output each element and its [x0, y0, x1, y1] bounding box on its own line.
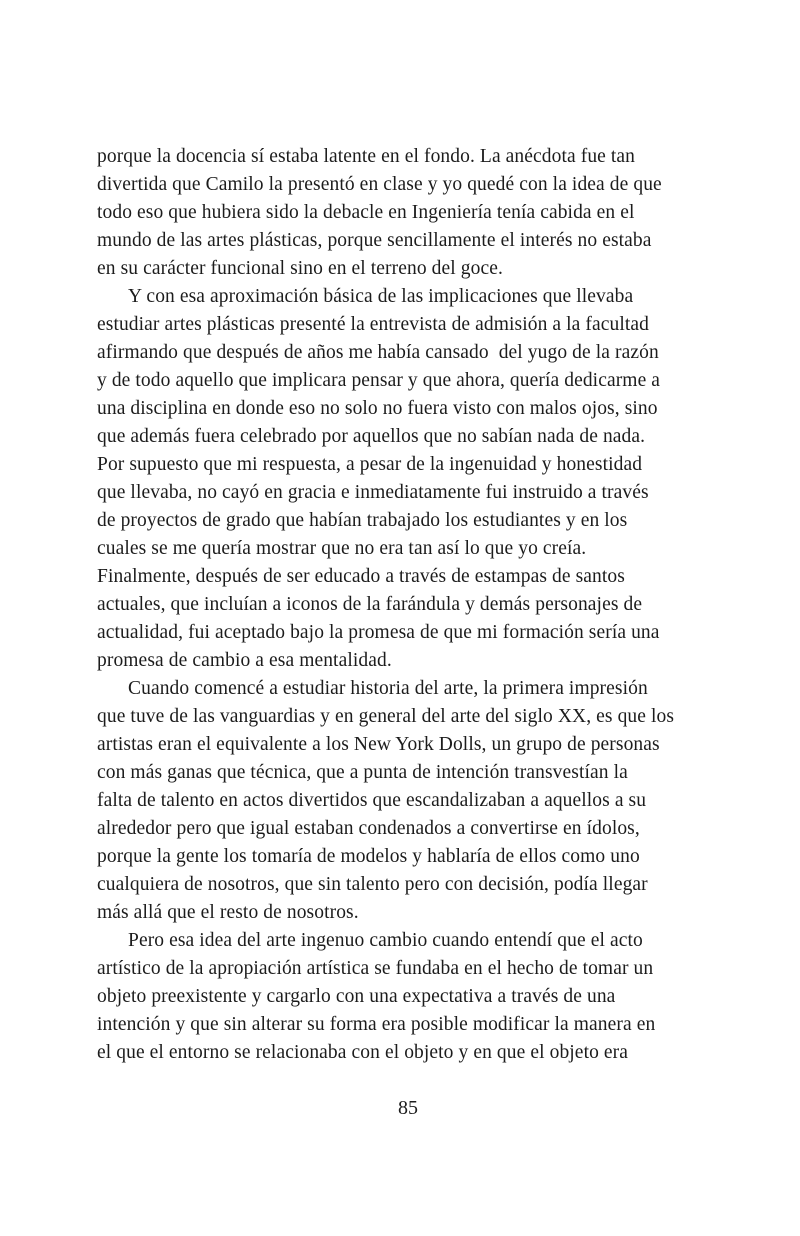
text-line: artístico de la apropiación artística se fundaba en el hecho de tomar un	[97, 958, 654, 979]
text-line: falta de talento en actos divertidos que escandalizaban a aquellos a su	[97, 790, 647, 811]
text-line: el que el entorno se relacionaba con el objeto y en que el objeto era	[97, 1042, 629, 1063]
text-line: porque la gente los tomaría de modelos y hablaría de ellos como uno	[97, 846, 640, 867]
text-line: artistas eran el equivalente a los New York Dolls, un grupo de personas	[97, 734, 660, 755]
text-line: Y con esa aproximación básica de las implicaciones que llevaba	[128, 286, 634, 307]
text-line: en su carácter funcional sino en el terreno del goce.	[97, 258, 503, 279]
text-line: cualquiera de nosotros, que sin talento pero con decisión, podía llegar	[97, 874, 648, 895]
text-line: objeto preexistente y cargarlo con una expectativa a través de una	[97, 986, 616, 1007]
text-line: cuales se me quería mostrar que no era tan así lo que yo creía.	[97, 538, 587, 559]
text-line: una disciplina en donde eso no solo no fuera visto con malos ojos, sino	[97, 398, 658, 419]
text-line: más allá que el resto de nosotros.	[97, 902, 359, 923]
text-line: Por supuesto que mi respuesta, a pesar de la ingenuidad y honestidad	[97, 454, 643, 475]
text-line: que tuve de las vanguardias y en general del arte del siglo XX, es que los	[97, 706, 675, 727]
text-line: promesa de cambio a esa mentalidad.	[97, 650, 392, 671]
paragraph	[97, 143, 719, 283]
text-block	[97, 143, 719, 1067]
text-line: con más ganas que técnica, que a punta de intención transvestían la	[97, 762, 628, 783]
paragraph	[97, 675, 719, 927]
text-line: de proyectos de grado que habían trabajado los estudiantes y en los	[97, 510, 628, 531]
text-line: que llevaba, no cayó en gracia e inmediatamente fui instruido a través	[97, 482, 649, 503]
text-line: todo eso que hubiera sido la debacle en Ingeniería tenía cabida en el	[97, 202, 635, 223]
text-line: porque la docencia sí estaba latente en el fondo. La anécdota fue tan	[97, 146, 636, 167]
paragraph	[97, 283, 719, 675]
text-line: divertida que Camilo la presentó en clase y yo quedé con la idea de que	[97, 174, 662, 195]
text-line: estudiar artes plásticas presenté la entrevista de admisión a la facultad	[97, 314, 649, 335]
text-line: mundo de las artes plásticas, porque sencillamente el interés no estaba	[97, 230, 652, 251]
text-line: y de todo aquello que implicara pensar y que ahora, quería dedicarme a	[97, 370, 661, 391]
paragraph	[97, 927, 719, 1067]
text-line: Finalmente, después de ser educado a través de estampas de santos	[97, 566, 625, 587]
text-line: actuales, que incluían a iconos de la farándula y demás personajes de	[97, 594, 643, 615]
text-line: intención y que sin alterar su forma era posible modificar la manera en	[97, 1014, 656, 1035]
page-number: 85	[398, 1097, 418, 1119]
text-line: afirmando que después de años me había cansado del yugo de la razón	[97, 342, 659, 363]
text-line: actualidad, fui aceptado bajo la promesa de que mi formación sería una	[97, 622, 660, 643]
text-line: Pero esa idea del arte ingenuo cambio cuando entendí que el acto	[128, 930, 643, 951]
text-line: que además fuera celebrado por aquellos que no sabían nada de nada.	[97, 426, 646, 447]
text-line: Cuando comencé a estudiar historia del arte, la primera impresión	[128, 678, 648, 699]
text-line: alrededor pero que igual estaban condenados a convertirse en ídolos,	[97, 818, 640, 839]
